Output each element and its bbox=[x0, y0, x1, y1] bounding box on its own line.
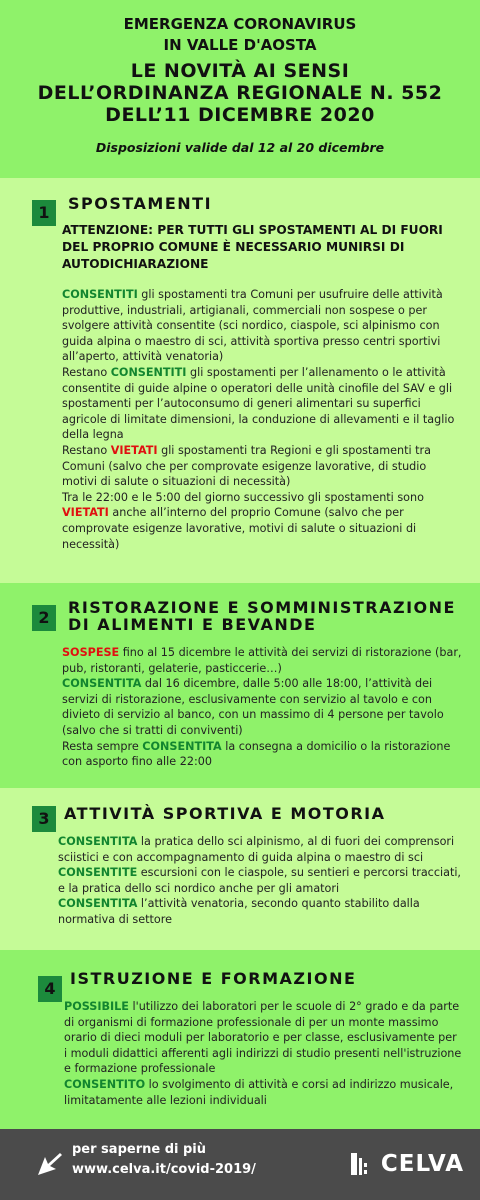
keyword: VIETATI bbox=[62, 506, 109, 520]
header-line-3: LE NOVITÀ AI SENSI bbox=[130, 60, 350, 82]
section-number: 3 bbox=[32, 806, 56, 832]
keyword: CONSENTITI bbox=[62, 288, 138, 301]
footer bbox=[0, 1129, 480, 1200]
paragraph-text: fino al 15 dicembre le attività dei servizi di ristorazione (bar, pub, ristoranti, gelaterie, pasticcerie…) bbox=[62, 646, 462, 675]
header-line-1: EMERGENZA CORONAVIRUS bbox=[123, 15, 357, 33]
section-body bbox=[62, 287, 462, 552]
keyword: CONSENTITI bbox=[110, 365, 187, 379]
paragraph-text: lo svolgimento di attività e corsi ad indirizzo musicale, limitatamente alle lezioni individuali bbox=[64, 1077, 454, 1107]
celva-logo-mark-icon bbox=[351, 1153, 369, 1175]
paragraph-text: gli spostamenti tra Comuni per usufruire delle attività produttive, industriali, artigianali, commerciali non sospese o per svolgere attività consentite (sci nordico, ciaspole, sci alpinismo con guida alpina o maestro di sci, attività sportiva presso centri sportivi all’aperto, attività venatoria) bbox=[62, 288, 443, 364]
keyword: SOSPESE bbox=[62, 646, 120, 659]
logo-text: CELVA bbox=[380, 1151, 464, 1177]
section-ristorazione bbox=[0, 583, 480, 788]
header-line-2: IN VALLE D'AOSTA bbox=[163, 36, 317, 54]
paragraph-text: escursioni con le ciaspole, su sentieri e percorsi tracciati, e la pratica dello sci nordico anche per gli amatori bbox=[58, 866, 461, 895]
section-body bbox=[62, 645, 462, 770]
paragraph-text: dal 16 dicembre, dalle 5:00 alle 18:00, l’attività dei servizi di ristorazione, esclusivamente con servizio al tavolo e con divieto di servizio al banco, con un massimo di 4 persone per tavolo (salvo che si tratti di conviventi) bbox=[62, 677, 444, 737]
keyword: CONSENTITE bbox=[58, 866, 138, 880]
paragraph-text: gli spostamenti tra Regioni e gli spostamenti tra Comuni (salvo che per comprovate esigenze lavorative, di studio motivi di salute o situazioni di necessità) bbox=[62, 443, 432, 489]
cursor-arrow-icon bbox=[36, 1151, 64, 1177]
paragraph-text: Restano bbox=[62, 443, 111, 457]
keyword: CONSENTITA bbox=[62, 677, 142, 691]
celva-logo bbox=[351, 1151, 464, 1177]
section-istruzione bbox=[0, 950, 480, 1129]
section-title: ATTIVITÀ SPORTIVA E MOTORIA bbox=[64, 804, 386, 823]
section-title: SPOSTAMENTI bbox=[68, 194, 213, 213]
warning-text: ATTENZIONE: PER TUTTI GLI SPOSTAMENTI AL DI FUORI DEL PROPRIO COMUNE È NECESSARIO MUNIRSI DI AUTODICHIARAZIONE bbox=[62, 223, 443, 271]
keyword: VIETATI bbox=[110, 443, 158, 457]
keyword: POSSIBILE bbox=[64, 1000, 129, 1013]
paragraph-text: l'utilizzo dei laboratori per le scuole di 2° grado e da parte di organismi di formazione professionale di per un monte massimo orario di dieci moduli per laboratorio e per classe, esclusivamente per i moduli didattici afferenti agli indirizzi di studio presenti nell'istruzione e formazione professionale bbox=[64, 1000, 462, 1076]
footer-line-1: per saperne di più bbox=[72, 1142, 207, 1157]
section-spostamenti bbox=[0, 178, 480, 583]
keyword: CONSENTITA bbox=[58, 897, 138, 911]
paragraph-text: gli spostamenti per l’allenamento o le attività consentite di guide alpine o operatori delle unità cinofile del SAV e gli spostamenti per l’autoconsumo di generi alimentari su superfici agricole di limitate dimensioni, la conduzione di allevamenti e il taglio della legna bbox=[62, 365, 455, 442]
paragraph-text: Resta sempre bbox=[62, 739, 143, 753]
header-line-4: DELL’ORDINANZA REGIONALE N. 552 bbox=[37, 82, 443, 104]
header-subtitle: Disposizioni valide dal 12 al 20 dicembre bbox=[95, 140, 385, 155]
paragraph-text: l’attività venatoria, secondo quanto stabilito dalla normativa di settore bbox=[58, 897, 420, 926]
section-body bbox=[64, 999, 462, 1108]
section-body bbox=[58, 834, 462, 928]
section-title: ISTRUZIONE E FORMAZIONE bbox=[70, 969, 357, 988]
paragraph-text: la pratica dello sci alpinismo, al di fuori dei comprensori sciistici e con accompagnamento di guida alpina o maestro di sci bbox=[58, 835, 455, 864]
section-title-line-1: RISTORAZIONE E SOMMINISTRAZIONE bbox=[68, 598, 456, 617]
section-title-line-2: DI ALIMENTI E BEVANDE bbox=[68, 615, 317, 634]
paragraph-text: Tra le 22:00 e le 5:00 del giorno successivo gli spostamenti sono bbox=[62, 490, 424, 504]
footer-text bbox=[72, 1140, 256, 1180]
keyword: CONSENTITO bbox=[64, 1077, 146, 1091]
section-attivita-sportiva bbox=[0, 788, 480, 950]
footer-link[interactable]: www.celva.it/covid-2019/ bbox=[72, 1162, 256, 1177]
section-number: 1 bbox=[32, 200, 56, 226]
header bbox=[0, 0, 480, 178]
keyword: CONSENTITA bbox=[142, 739, 222, 753]
section-number: 2 bbox=[32, 605, 56, 631]
keyword: CONSENTITA bbox=[58, 835, 138, 848]
paragraph-text: anche all’interno del proprio Comune (salvo che per comprovate esigenze lavorative, motivi di salute o situazioni di necessità) bbox=[62, 506, 417, 551]
paragraph-text: la consegna a domicilio o la ristorazione con asporto fino alle 22:00 bbox=[62, 739, 451, 769]
section-number: 4 bbox=[38, 976, 62, 1002]
paragraph-text: Restano bbox=[62, 365, 111, 379]
header-line-5: DELL’11 DICEMBRE 2020 bbox=[105, 104, 375, 126]
